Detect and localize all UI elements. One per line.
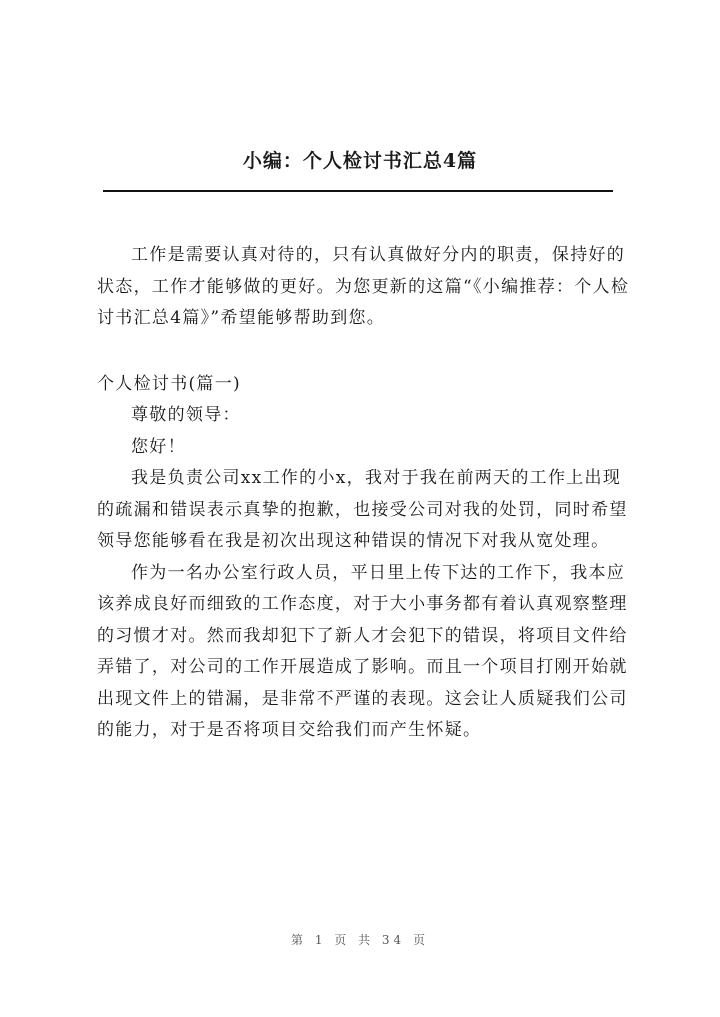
section-heading: 个人检讨书(篇一) — [97, 373, 241, 394]
spacer — [97, 335, 637, 369]
page-number: 第 1 页 共 34 页 — [291, 933, 429, 947]
intro-paragraph: 工作是需要认真对待的，只有认真做好分内的职责，保持好的状态，工作才能够做的更好。为您更新的这篇“《小编推荐：个人检讨书汇总4篇》”希望能够帮助到您。 — [97, 245, 630, 328]
body-paragraph: 我是负责公司xx工作的小x，我对于我在前两天的工作上出现的疏漏和错误表示真挚的抱歉，也接受公司对我的处罚，同时希望领导您能够看在我是初次出现这种错误的情况下对我从宽处理。 — [97, 468, 628, 551]
greeting: 您好！ — [131, 436, 186, 457]
body-paragraph: 作为一名办公室行政人员，平日里上传下达的工作下，我本应该养成良好而细致的工作态度，对于大小事务都有着认真观察整理的习惯才对。然而我却犯下了新人才会犯下的错误，将项目文件给弄错了，对公司的工作开展造成了影响。而且一个项目打刚开始就出现文件上的错漏，是非常不严谨的表现。这会让人质疑我们公司的能力，对于是否将项目交给我们而产生怀疑。 — [97, 562, 628, 740]
title-divider — [103, 190, 613, 192]
document-body — [97, 240, 637, 747]
salutation: 尊敬的领导： — [131, 405, 241, 425]
page-title: 小编：个人检讨书汇总4篇 — [242, 150, 478, 172]
